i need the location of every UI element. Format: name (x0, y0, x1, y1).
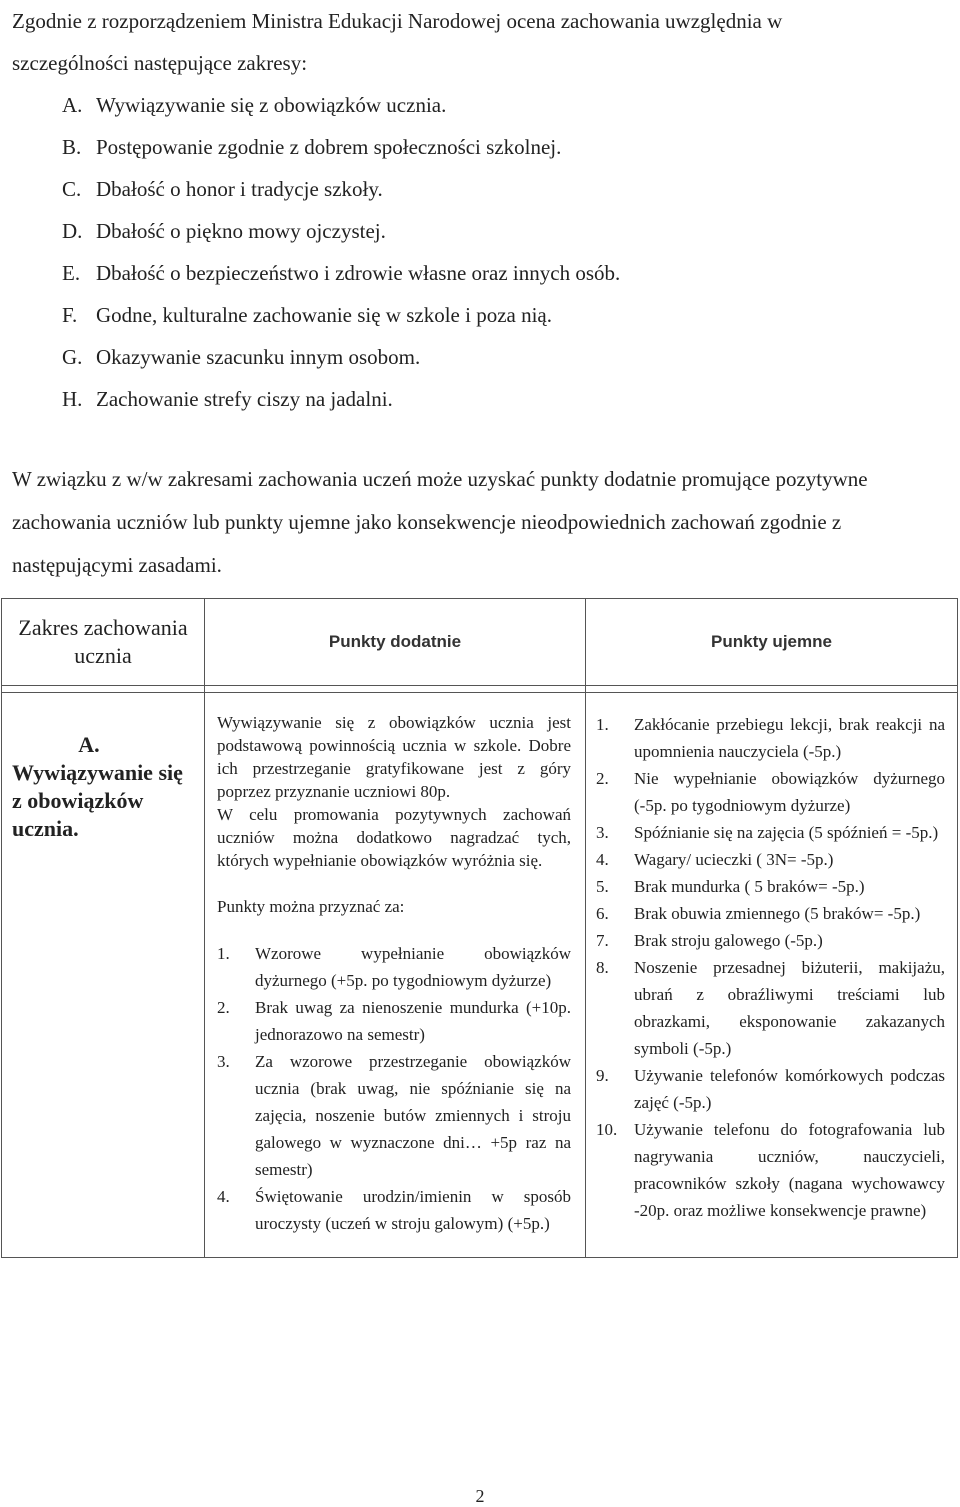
list-item: 5. Brak mundurka ( 5 braków= -5p.) (596, 877, 865, 896)
area-item-g: G. Okazywanie szacunku innym osobom. (62, 345, 421, 369)
negative-items-list (596, 711, 945, 1224)
area-item-d: D. Dbałość o piękno mowy ojczystej. (62, 219, 386, 243)
area-cell (2, 693, 205, 1258)
list-item: 8. Noszenie przesadnej biżuterii, makijażu, ubrań z obraźliwymi treściami lub obrazkami, eksponowanie zakazanych symboli (-5p.) (596, 958, 945, 1058)
list-item: 9. Używanie telefonów komórkowych podczas zajęć (-5p.) (596, 1066, 945, 1112)
header-negative: Punkty ujemne (586, 599, 958, 686)
area-item-f: F. Godne, kulturalne zachowanie się w szkole i poza nią. (62, 303, 553, 327)
negative-points-cell (586, 693, 958, 1258)
rules-paragraph: W związku z w/w zakresami zachowania uczeń może uzyskać punkty dodatnie promujące pozytywne zachowania uczniów lub punkty ujemne jako konsekwencje nieodpowiednich zachowań zgodnie z następującymi zasadami. (12, 467, 868, 577)
area-item-h: H. Zachowanie strefy ciszy na jadalni. (62, 387, 393, 411)
area-item-e: E. Dbałość o bezpieczeństwo i zdrowie własne oraz innych osób. (62, 261, 621, 285)
list-item: 1. Zakłócanie przebiegu lekcji, brak reakcji na upomnienia nauczyciela (-5p.) (596, 715, 945, 761)
positive-items-list (217, 940, 571, 1237)
header-area: Zakres zachowania ucznia (2, 599, 205, 686)
list-item: 4. Wagary/ ucieczki ( 3N= -5p.) (596, 850, 834, 869)
positive-lead: Punkty można przyznać za: (217, 897, 405, 916)
list-item: 10. Używanie telefonu do fotografowania lub nagrywania uczniów, nauczycieli, pracowników szkoły (nagana wychowawcy -20p. oraz możliwe konsekwencje prawne) (596, 1120, 945, 1220)
positive-intro-2: W celu promowania pozytywnych zachowań uczniów można dodatkowo nagradzać tych, których wypełnianie obowiązków wyróżnia się. (217, 805, 571, 870)
area-item-c: C. Dbałość o honor i tradycje szkoły. (62, 177, 383, 201)
list-item: 3. Za wzorowe przestrzeganie obowiązków ucznia (brak uwag, nie spóźnianie się na zajęcia, noszenie butów zmiennych i stroju galowego w wyznaczone dni… +5p raz na semestr) (217, 1052, 571, 1179)
table-row (2, 693, 958, 1258)
behavior-areas-list (12, 84, 942, 420)
area-letter: A. (78, 732, 100, 757)
intro-section (12, 0, 942, 420)
list-item: 2. Nie wypełnianie obowiązków dyżurnego (-5p. po tygodniowym dyżurze) (596, 769, 945, 815)
list-item: 1. Wzorowe wypełnianie obowiązków dyżurnego (+5p. po tygodniowym dyżurze) (217, 944, 571, 990)
list-item: 6. Brak obuwia zmiennego (5 braków= -5p.) (596, 904, 921, 923)
table-header-row (2, 599, 958, 686)
header-positive: Punkty dodatnie (205, 599, 586, 686)
positive-intro-1: Wywiązywanie się z obowiązków ucznia jest podstawową powinnością ucznia w szkole. Dobre ich przestrzeganie gratyfikowane jest z góry poprzez przyznanie uczniowi 80p. (217, 713, 571, 801)
intro-line-1: Zgodnie z rozporządzeniem Ministra Edukacji Narodowej ocena zachowania uwzględnia w (12, 9, 783, 33)
area-item-b: B. Postępowanie zgodnie z dobrem społeczności szkolnej. (62, 135, 562, 159)
table-spacer-row (2, 686, 958, 693)
list-item: 4. Świętowanie urodzin/imienin w sposób uroczysty (uczeń w stroju galowym) (+5p.) (217, 1187, 571, 1233)
list-item: 7. Brak stroju galowego (-5p.) (596, 931, 823, 950)
area-item-a: A. Wywiązywanie się z obowiązków ucznia. (62, 93, 447, 117)
points-table (1, 598, 958, 1258)
area-name: Wywiązywanie się z obowiązków ucznia. (12, 760, 183, 841)
list-item: 2. Brak uwag za nienoszenie mundurka (+10p. jednorazowo na semestr) (217, 998, 571, 1044)
intro-line-2: szczególności następujące zakresy: (12, 51, 308, 75)
list-item: 3. Spóźnianie się na zajęcia (5 spóźnień = -5p.) (596, 823, 939, 842)
positive-points-cell (205, 693, 586, 1258)
page-number: 2 (475, 1486, 485, 1506)
